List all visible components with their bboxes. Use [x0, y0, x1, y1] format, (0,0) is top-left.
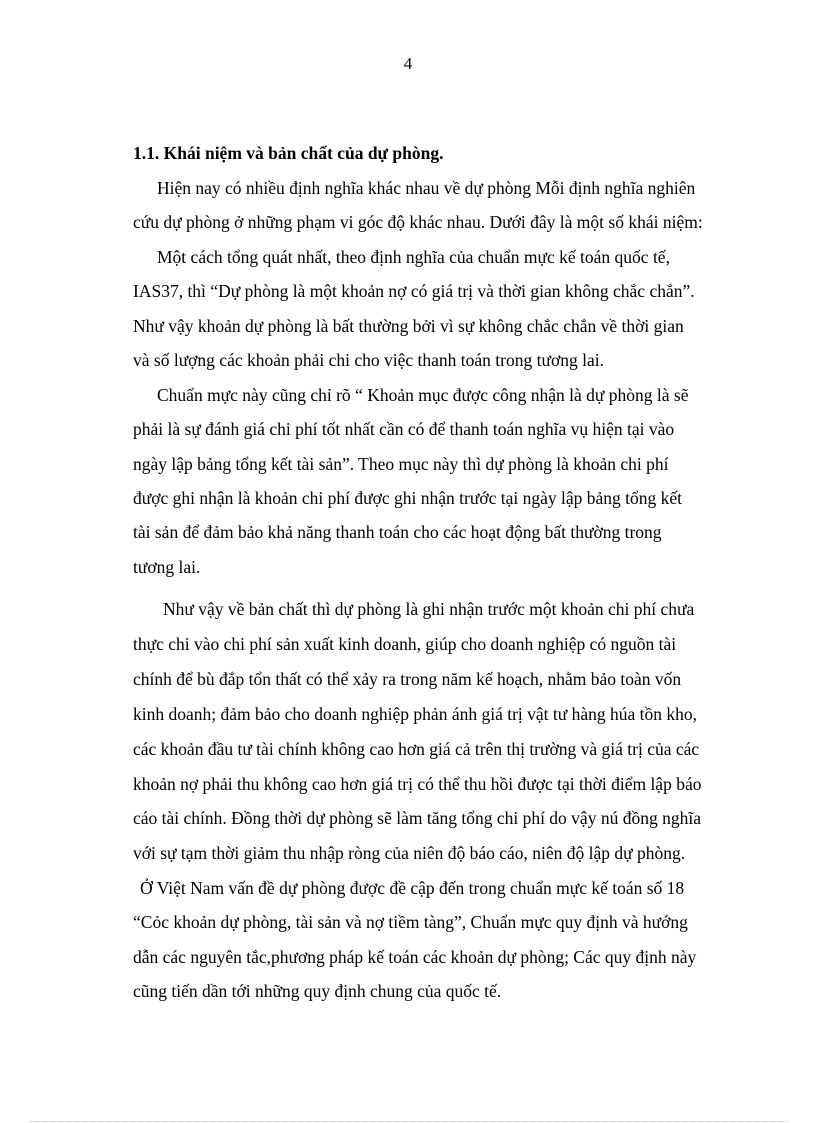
text-line: “Cỏc khoản dự phòng, tài sản và nợ tiềm tàng”, Chuẩn mực quy định và hướng	[133, 912, 688, 932]
text-line: khoản nợ phải thu không cao hơn giá trị có thể thu hồi được tại thời điểm lập báo	[133, 774, 702, 794]
text-line: các khoản đầu tư tài chính không cao hơn giá cả trên thị trường và giá trị của các	[133, 739, 700, 759]
text-line: dẫn các nguyên tắc,phương pháp kế toán các khoản dự phòng; Các quy định này	[133, 947, 697, 967]
text-line: Một cách tổng quát nhất, theo định nghĩa của chuẩn mực kế toán quốc tế,	[157, 247, 670, 267]
page-bottom-rule	[30, 1121, 788, 1122]
text-line: chính để bù đắp tổn thất có thể xảy ra trong năm kế hoạch, nhằm bảo toàn vốn	[133, 669, 682, 689]
text-line: ngày lập bảng tổng kết tài sản”. Theo mục này thì dự phòng là khoản chi phí	[133, 454, 669, 474]
text-line: cũng tiến dần tới những quy định chung của quốc tế.	[133, 981, 502, 1001]
text-line: cứu dự phòng ở những phạm vi góc độ khác nhau. Dưới đây là một số khái niệm:	[133, 212, 703, 232]
text-line: với sự tạm thời giảm thu nhập ròng của niên độ báo cáo, niên độ lập dự phòng.	[133, 843, 686, 863]
section-heading: 1.1. Khái niệm và bản chất của dự phòng.	[133, 143, 444, 163]
text-line: và số lượng các khoản phải chi cho việc thanh toán trong tương lai.	[133, 350, 604, 370]
text-line: Ở Việt Nam vấn đề dự phòng được đề cập đến trong chuẩn mực kế toán số 18	[140, 878, 685, 898]
text-line: Như vậy khoản dự phòng là bất thường bởi vì sự không chắc chắn về thời gian	[133, 316, 684, 336]
page-number: 4	[403, 54, 413, 73]
text-line: cáo tài chính. Đồng thời dự phòng sẽ làm tăng tổng chi phí do vậy nú đồng nghĩa	[133, 808, 701, 828]
text-line: kinh doanh; đảm bảo cho doanh nghiệp phản ánh giá trị vật tư hàng húa tồn kho,	[133, 704, 698, 724]
text-line: thực chi vào chi phí sản xuất kinh doanh, giúp cho doanh nghiệp có nguồn tài	[133, 634, 677, 654]
text-line: được ghi nhận là khoản chi phí được ghi nhận trước tại ngày lập bảng tổng kết	[133, 488, 683, 508]
text-line: tương lai.	[133, 557, 201, 577]
text-line: IAS37, thì “Dự phòng là một khoản nợ có giá trị và thời gian không chắc chắn”.	[133, 281, 695, 301]
text-line: tài sản để đảm bảo khả năng thanh toán cho các hoạt động bất thường trong	[133, 522, 662, 542]
text-line: Hiện nay có nhiều định nghĩa khác nhau về dự phòng Mỗi định nghĩa nghiên	[157, 178, 696, 198]
text-line: Như vậy về bản chất thì dự phòng là ghi nhận trước một khoản chi phí chưa	[163, 599, 695, 619]
text-line: Chuẩn mực này cũng chỉ rõ “ Khoản mục được công nhận là dự phòng là sẽ	[157, 385, 689, 405]
text-line: phải là sự đánh giá chi phí tốt nhất cần có để thanh toán nghĩa vụ hiện tại vào	[133, 419, 675, 439]
